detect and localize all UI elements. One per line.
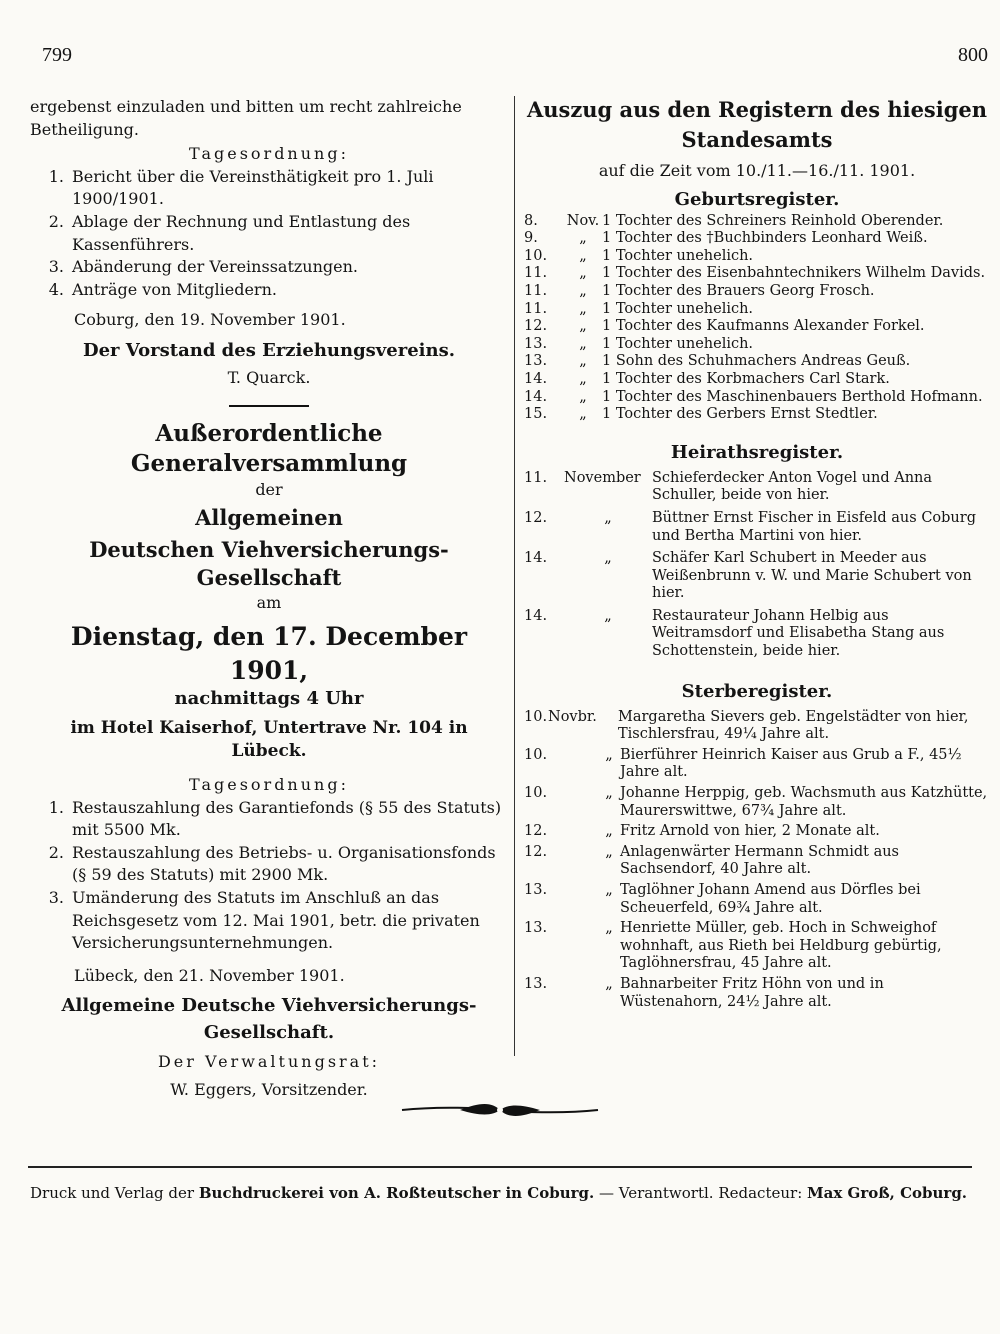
board-name: T. Quarck.	[227, 367, 311, 387]
birth-entry: 14. „ 1 Tochter des Maschinenbauers Berthold Hofmann.	[524, 388, 983, 405]
birth-entry: 8. Nov. 1 Tochter des Schreiners Reinhold Oberender.	[524, 212, 944, 229]
birth-entry: 13. „ 1 Tochter unehelich.	[524, 335, 754, 352]
register-period: auf die Zeit vom 10./11.—16./11. 1901.	[598, 161, 916, 180]
intro-line-1: ergebenst einzuladen und bitten um recht zahlreiche	[30, 97, 462, 116]
agenda-item: 4. Anträge von Mitgliedern.	[48, 279, 277, 299]
right-column	[524, 96, 990, 1011]
assembly-org-line-1: Allgemeinen	[195, 504, 343, 530]
register-title-line-1: Auszug aus den Registern des hiesigen	[526, 97, 988, 122]
board-signature: Der Vorstand des Erziehungsvereins.	[83, 339, 455, 361]
agenda-item: 2. Ablage der Rechnung und Entlastung des Kassenführers.	[48, 211, 411, 254]
ornament-divider	[400, 1096, 600, 1124]
marriage-entry: 14. „ Schäfer Karl Schubert in Meeder aus Weißenbrunn v. W. und Marie Schubert von hier.	[524, 550, 972, 602]
register-title-line-2: Standesamts	[681, 127, 833, 152]
death-entry: 12. „ Anlagenwärter Hermann Schmidt aus Sachsendorf, 40 Jahre alt.	[524, 843, 899, 878]
assembly-title: Außerordentliche Generalversammlung	[130, 420, 408, 478]
page-number-right: 800	[958, 44, 988, 66]
death-entry: 10. Novbr. Margaretha Sievers geb. Engelstädter von hier, Tischlersfrau, 49¼ Jahre alt.	[524, 708, 969, 743]
council-name: W. Eggers, Vorsitzender.	[170, 1080, 368, 1100]
birth-entry: 15. „ 1 Tochter des Gerbers Ernst Stedtler.	[524, 406, 878, 423]
left-column	[30, 96, 508, 1102]
imprint-printer: Buchdruckerei von A. Roßteutscher in Coburg.	[198, 1184, 595, 1202]
agenda-list	[30, 166, 508, 302]
assembly-der: der	[255, 480, 283, 500]
imprint	[30, 1184, 980, 1202]
agenda2-item: 3. Umänderung des Statuts im Anschluß an das Reichsgesetz vom 12. Mai 1901, betr. die privaten Versicherungsunternehmungen.	[48, 888, 480, 953]
assembly-org-line-2: Deutschen Viehversicherungs-Gesellschaft	[89, 536, 449, 590]
birth-entry: 10. „ 1 Tochter unehelich.	[524, 247, 754, 264]
birth-entry: 9. „ 1 Tochter des †Buchbinders Leonhard Weiß.	[524, 230, 928, 247]
assembly-place: im Hotel Kaiserhof, Untertrave Nr. 104 in Lübeck.	[70, 717, 468, 761]
births-heading: Geburtsregister.	[674, 188, 840, 210]
marriages-heading: Heirathsregister.	[670, 441, 844, 463]
death-entry: 13. „ Taglöhner Johann Amend aus Dörfles bei Scheuerfeld, 69¾ Jahre alt.	[524, 882, 921, 916]
death-entry: 10. „ Bierführer Heinrich Kaiser aus Grub a F., 45½ Jahre alt.	[524, 746, 962, 781]
imprint-editor-label: — Verantwortl. Redacteur:	[599, 1184, 803, 1202]
birth-entry: 12. „ 1 Tochter des Kaufmanns Alexander Forkel.	[524, 318, 925, 335]
agenda-item: 3. Abänderung der Vereinssatzungen.	[48, 257, 359, 277]
imprint-lead: Druck und Verlag der	[30, 1184, 195, 1202]
footer-rule	[28, 1166, 972, 1168]
birth-entry: 14. „ 1 Tochter des Korbmachers Carl Stark.	[524, 370, 890, 387]
council-label: Der Verwaltungsrat:	[157, 1051, 381, 1071]
birth-entry: 11. „ 1 Tochter unehelich.	[524, 300, 754, 317]
column-divider	[514, 96, 515, 1056]
signature-org-line-1: Allgemeine Deutsche Viehversicherungs-	[61, 995, 477, 1017]
death-entry: 12. „ Fritz Arnold von hier, 2 Monate alt.	[524, 823, 880, 840]
marriages-list	[524, 470, 990, 661]
marriage-entry: 14. „ Restaurateur Johann Helbig aus Weitramsdorf und Elisabetha Stang aus Schottenstein, beide hier.	[524, 607, 945, 660]
death-entry: 10. „ Johanne Herppig, geb. Wachsmuth aus Katzhütte, Maurerswittwe, 67¾ Jahre alt.	[524, 785, 988, 819]
assembly-date: Dienstag, den 17. December 1901,	[70, 622, 468, 686]
birth-entry: 11. „ 1 Tochter des Brauers Georg Frosch.	[524, 282, 875, 299]
births-list	[524, 213, 990, 424]
marriage-entry: 12. „ Büttner Ernst Fischer in Eisfeld aus Coburg und Bertha Martini von hier.	[524, 509, 976, 544]
agenda2-item: 1. Restauszahlung des Garantiefonds (§ 55 des Statuts) mit 5500 Mk.	[48, 797, 502, 840]
assembly-am: am	[256, 592, 282, 612]
deaths-heading: Sterberegister.	[681, 680, 833, 702]
place-date: Coburg, den 19. November 1901.	[74, 310, 346, 330]
intro-line-2: Betheiligung.	[30, 119, 139, 139]
agenda-item: 1. Bericht über die Vereinsthätigkeit pro 1. Juli 1900/1901.	[48, 166, 434, 209]
page-number-left: 799	[42, 44, 72, 66]
assembly-time: nachmittags 4 Uhr	[174, 688, 364, 710]
agenda-title: Tagesordnung:	[189, 144, 349, 164]
marriage-entry: 11. November Schieferdecker Anton Vogel und Anna Schuller, beide von hier.	[524, 469, 933, 504]
deaths-list	[524, 709, 990, 1012]
imprint-editor: Max Groß, Coburg.	[807, 1184, 968, 1202]
death-entry: 13. „ Henriette Müller, geb. Hoch in Schweighof wohnhaft, aus Rieth bei Heldburg gebürtig, Taglöhnersfrau, 45 Jahre alt.	[524, 920, 942, 972]
birth-entry: 11. „ 1 Tochter des Eisenbahntechnikers Wilhelm Davids.	[524, 265, 986, 282]
birth-entry: 13. „ 1 Sohn des Schuhmachers Andreas Geuß.	[524, 353, 911, 370]
agenda2-item: 2. Restauszahlung des Betriebs- u. Organisationsfonds (§ 59 des Statuts) mit 2900 Mk.	[48, 842, 496, 885]
section-divider	[229, 405, 309, 407]
place-date-2: Lübeck, den 21. November 1901.	[74, 965, 345, 985]
agenda2-title: Tagesordnung:	[189, 775, 349, 795]
agenda2-list	[30, 797, 508, 955]
death-entry: 13. „ Bahnarbeiter Fritz Höhn von und in Wüstenahorn, 24½ Jahre alt.	[524, 975, 884, 1010]
signature-org-line-2: Gesellschaft.	[203, 1022, 335, 1044]
